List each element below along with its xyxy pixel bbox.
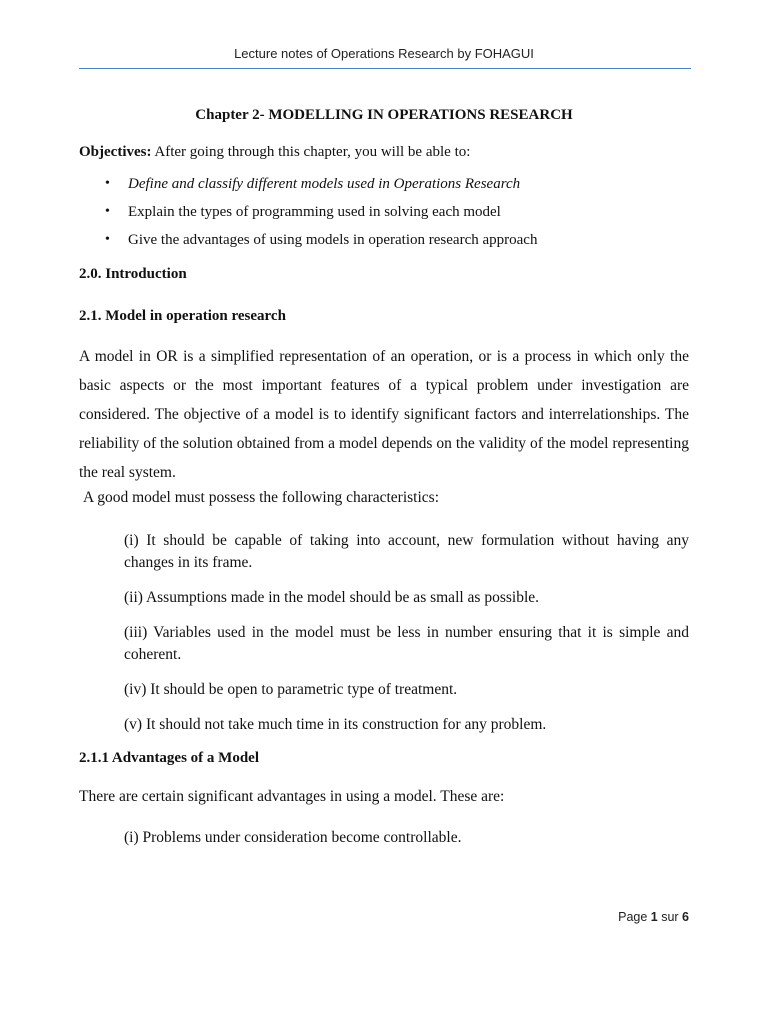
page-separator: sur [657, 910, 683, 924]
advantages-list [79, 827, 689, 849]
list-item: • Define and classify different models used in Operations Research [105, 176, 521, 192]
characteristics-intro: A good model must possess the following characteristics: [83, 489, 440, 506]
list-item: • Explain the types of programming used in solving each model [105, 204, 501, 220]
model-paragraph: A model in OR is a simplified representation of an operation, or is a process in which only the basic aspects or the most important features of a typical problem under investigation are considered. The objective of a model is to identify significant factors and interrelationships. The reliability of the solution obtained from a model depends on the validity of the model representing the real system. [79, 348, 689, 481]
objectives-list [79, 174, 689, 250]
section-heading-introduction: 2.0. Introduction [79, 266, 187, 282]
list-item: (i) It should be capable of taking into account, new formulation without having any changes in its frame. [124, 532, 689, 571]
advantages-intro: There are certain significant advantages in using a model. These are: [79, 788, 505, 805]
page-footer [618, 910, 689, 924]
bullet-icon: • [105, 232, 110, 247]
list-item: (i) Problems under consideration become controllable. [124, 829, 462, 846]
list-item: (ii) Assumptions made in the model should be as small as possible. [124, 589, 540, 606]
page-header: Lecture notes of Operations Research by FOHAGUI [234, 46, 534, 61]
list-item: (iv) It should be open to parametric type of treatment. [124, 681, 458, 698]
list-item: • Give the advantages of using models in operation research approach [105, 232, 538, 248]
page-total: 6 [682, 910, 689, 924]
section-heading-model: 2.1. Model in operation research [79, 308, 286, 324]
characteristics-list [79, 530, 689, 736]
chapter-title: Chapter 2- MODELLING IN OPERATIONS RESEARCH [195, 107, 573, 123]
objectives-line [79, 142, 689, 162]
bullet-icon: • [105, 204, 110, 219]
header-divider [79, 68, 691, 69]
page-number: 1 [650, 910, 658, 924]
list-item: (iii) Variables used in the model must be less in number ensuring that it is simple and coherent. [124, 624, 689, 663]
section-heading-advantages: 2.1.1 Advantages of a Model [79, 750, 259, 766]
bullet-icon: • [105, 176, 110, 191]
page-content [79, 105, 689, 862]
page-label: Page [618, 910, 651, 924]
objectives-label: Objectives: [79, 144, 152, 160]
list-item: (v) It should not take much time in its construction for any problem. [124, 716, 547, 733]
objectives-text: After going through this chapter, you will be able to: [151, 144, 471, 160]
